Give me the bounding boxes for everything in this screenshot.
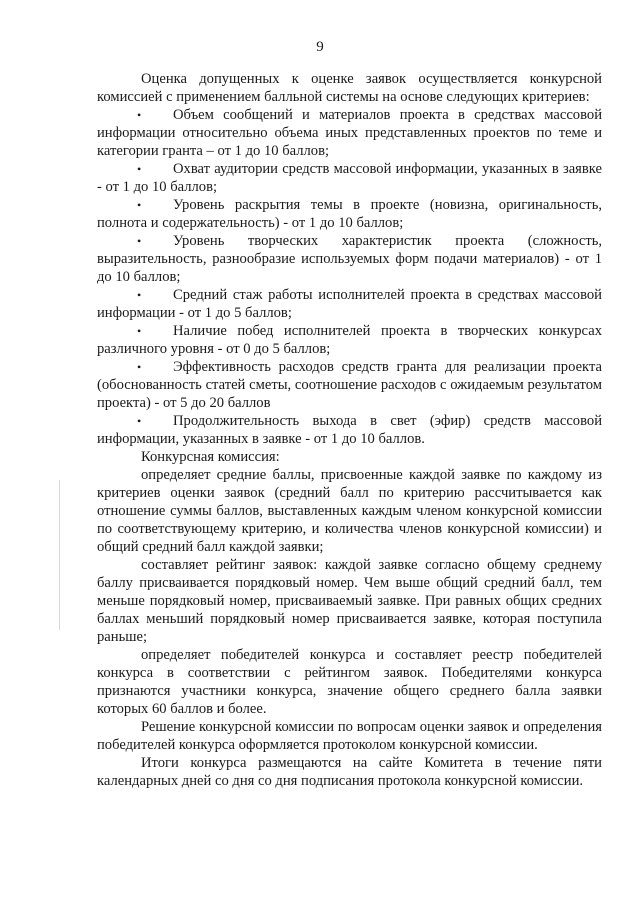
criteria-text: Объем сообщений и материалов проекта в средствах массовой информации относительно объема иных представленных проектов по теме и категории гранта – от 1 до 10 баллов; (97, 107, 602, 159)
criteria-text: Уровень творческих характеристик проекта (сложность, выразительность, разнообразие используемых форм подачи материалов) - от 1 до 10 баллов; (97, 233, 602, 285)
commission-duty: определяет победителей конкурса и составляет реестр победителей конкурса в соответствии с рейтингом заявок. Победителями конкурса признаются участники конкурса, значение общего среднего балла заявки которых 60 баллов и более. (97, 647, 602, 717)
criteria-item (97, 358, 602, 412)
results-paragraph: Итоги конкурса размещаются на сайте Комитета в течение пяти календарных дней со дня со дня подписания протокола конкурсной комиссии. (97, 755, 602, 789)
bullet-icon: • (137, 414, 142, 428)
bullet-icon: • (137, 108, 142, 122)
commission-duty: определяет средние баллы, присвоенные каждой заявке по каждому из критериев оценки заявок (средний балл по критерию рассчитывается как отношение суммы баллов, выставленных каждым членом конкурсной комиссии по соответствующему критерию, и количества членов конкурсной комиссии) и общий средний балл каждой заявки; (97, 467, 602, 555)
criteria-item (97, 106, 602, 160)
criteria-text: Эффективность расходов средств гранта для реализации проекта (обоснованность статей сметы, соотношение расходов с ожидаемым результатом проекта) - от 5 до 20 баллов (97, 359, 602, 411)
criteria-item (97, 322, 602, 358)
commission-heading: Конкурсная комиссия: (141, 449, 280, 465)
criteria-text: Охват аудитории средств массовой информации, указанных в заявке - от 1 до 10 баллов; (97, 161, 602, 195)
bullet-icon: • (137, 198, 142, 212)
criteria-text: Продолжительность выхода в свет (эфир) средств массовой информации, указанных в заявке - от 1 до 10 баллов. (97, 413, 602, 447)
bullet-icon: • (137, 162, 142, 176)
criteria-text: Уровень раскрытия темы в проекте (новизна, оригинальность, полнота и содержательность) - от 1 до 10 баллов; (97, 197, 602, 231)
bullet-icon: • (137, 234, 142, 248)
bullet-icon: • (137, 288, 142, 302)
intro-paragraph: Оценка допущенных к оценке заявок осуществляется конкурсной комиссией с применением балльной системы на основе следующих критериев: (97, 71, 602, 105)
bullet-icon: • (137, 360, 142, 374)
criteria-item (97, 286, 602, 322)
criteria-text: Средний стаж работы исполнителей проекта в средствах массовой информации - от 1 до 5 баллов; (97, 287, 602, 321)
document-body (97, 70, 602, 790)
criteria-item (97, 160, 602, 196)
criteria-item (97, 232, 602, 286)
criteria-item (97, 412, 602, 448)
page-number: 9 (316, 39, 324, 55)
scan-margin-line (59, 480, 60, 630)
bullet-icon: • (137, 324, 142, 338)
criteria-item (97, 196, 602, 232)
decision-paragraph: Решение конкурсной комиссии по вопросам оценки заявок и определения победителей конкурса оформляется протоколом конкурсной комиссии. (97, 719, 602, 753)
criteria-text: Наличие побед исполнителей проекта в творческих конкурсах различного уровня - от 0 до 5 баллов; (97, 323, 602, 357)
commission-duty: составляет рейтинг заявок: каждой заявке согласно общему среднему баллу присваивается порядковый номер. Чем выше общий средний балл, тем меньше порядковый номер, присваиваемый заявке. При равных общих средних баллах меньший порядковый номер присваивается заявке, которая поступила раньше; (97, 557, 602, 645)
criteria-list (97, 106, 602, 448)
